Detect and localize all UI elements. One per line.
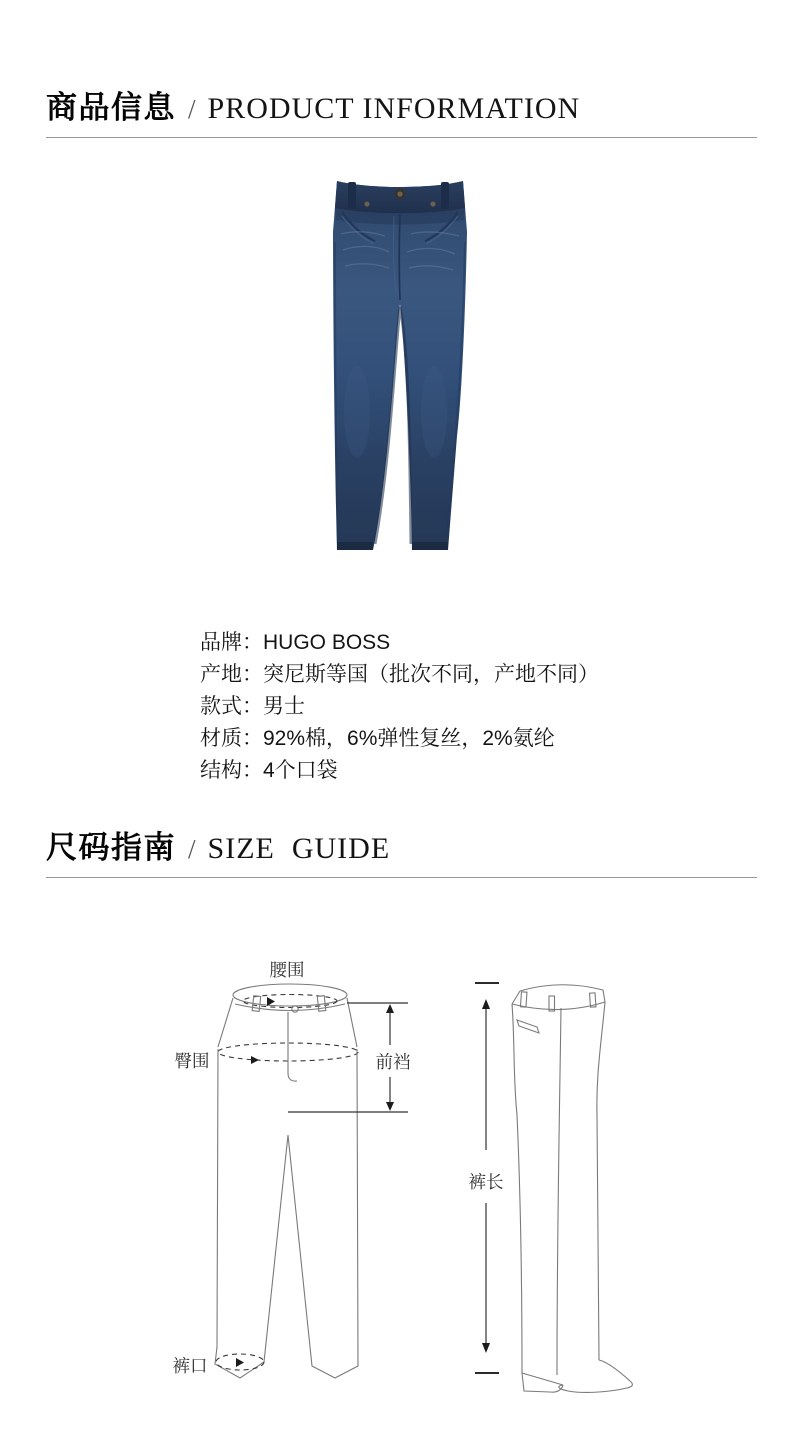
- detail-row-material: [200, 723, 599, 755]
- detail-row-structure: [200, 755, 599, 787]
- detail-value: 4个口袋: [263, 759, 338, 782]
- front-rise-down-arrow-icon: [386, 1102, 394, 1111]
- jeans-product-image: [333, 172, 467, 556]
- leg-opening-label: 裤口: [172, 1356, 208, 1376]
- size-guide-title-en: SIZE GUIDE: [207, 832, 391, 865]
- shoe-heel-outline: [522, 1373, 563, 1392]
- jeans-illustration: [333, 172, 467, 556]
- side-view-trousers: [469, 983, 633, 1392]
- size-guide-sketch: [160, 945, 660, 1415]
- pants-length-label: 裤长: [468, 1172, 504, 1192]
- product-details: [200, 627, 599, 787]
- detail-label: 材质：: [200, 727, 263, 750]
- product-info-title-zh: 商品信息: [46, 90, 176, 125]
- product-info-header: [46, 88, 757, 138]
- front-rise-label: 前裆: [375, 1052, 411, 1072]
- waist-label: 腰围: [269, 960, 305, 980]
- length-up-arrow-icon: [482, 999, 490, 1009]
- shoe-outline: [559, 1360, 633, 1392]
- detail-row-origin: [200, 659, 599, 691]
- size-guide-diagram: [160, 945, 660, 1415]
- waist-arrow-icon: [267, 997, 275, 1006]
- product-info-title-en: PRODUCT INFORMATION: [207, 92, 581, 125]
- detail-label: 品牌：: [200, 631, 263, 654]
- detail-row-brand: [200, 627, 599, 659]
- detail-value: 男士: [263, 695, 305, 718]
- header-divider-slash: /: [188, 94, 196, 124]
- detail-value: 突尼斯等国（批次不同，产地不同）: [263, 663, 599, 686]
- detail-value: 92%棉，6%弹性复丝，2%氨纶: [263, 727, 555, 750]
- detail-label: 款式：: [200, 695, 263, 718]
- detail-label: 产地：: [200, 663, 263, 686]
- front-view-trousers: [173, 960, 411, 1378]
- front-rise-up-arrow-icon: [386, 1004, 394, 1013]
- detail-value: HUGO BOSS: [263, 631, 391, 654]
- detail-row-style: [200, 691, 599, 723]
- hip-label: 臀围: [174, 1051, 210, 1071]
- leg-opening-arrow-icon: [236, 1358, 244, 1367]
- length-down-arrow-icon: [482, 1343, 490, 1353]
- detail-label: 结构：: [200, 759, 263, 782]
- header-divider-slash: /: [188, 834, 196, 864]
- size-guide-header: [46, 828, 757, 878]
- hip-arrow-icon: [251, 1056, 259, 1064]
- size-guide-title-zh: 尺码指南: [46, 830, 176, 865]
